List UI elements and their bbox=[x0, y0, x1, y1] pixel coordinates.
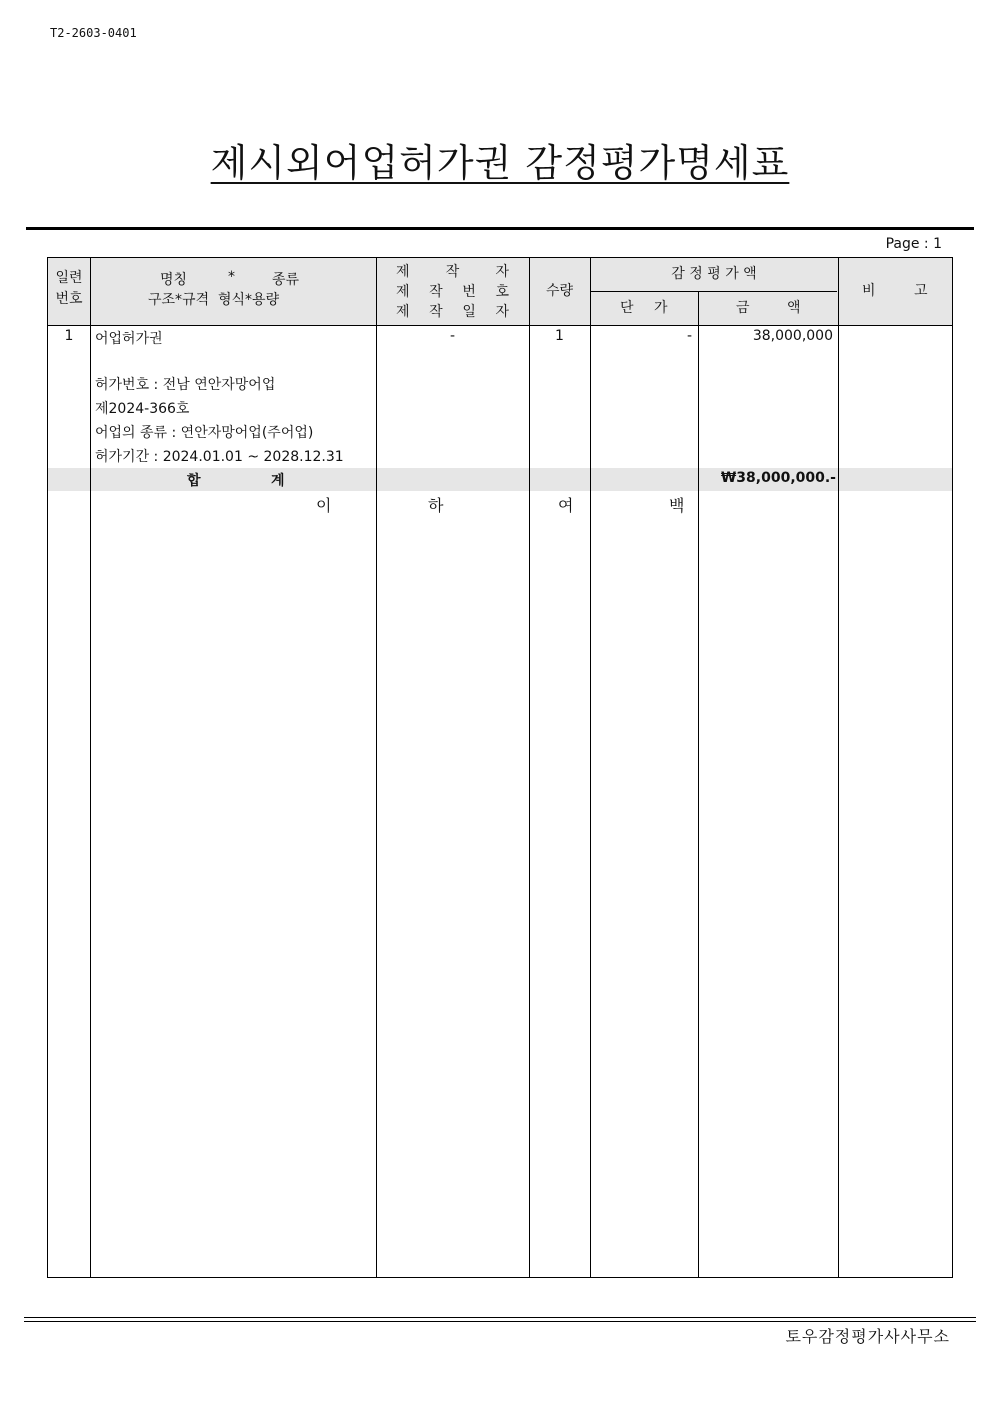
header-maker-date-char: 자 bbox=[495, 304, 509, 320]
header-remarks-1: 비 bbox=[862, 283, 876, 299]
total-label-2: 계 bbox=[271, 473, 285, 489]
row-maker: - bbox=[449, 328, 456, 344]
page-number: Page : 1 bbox=[885, 236, 942, 252]
appraisal-table bbox=[47, 257, 953, 1278]
header-star: * bbox=[228, 269, 235, 285]
col-divider bbox=[90, 258, 91, 1277]
document-code: T2-2603-0401 bbox=[50, 26, 137, 40]
blank-marker-3: 여 bbox=[558, 496, 574, 515]
title-rule bbox=[26, 227, 974, 230]
header-amount-2: 액 bbox=[787, 300, 801, 316]
row-detail: 허가번호 : 전남 연안자망어업 bbox=[95, 377, 276, 393]
header-maker-number-char: 호 bbox=[495, 284, 509, 300]
header-serial-line1: 일련 bbox=[55, 270, 83, 286]
header-maker-number bbox=[396, 281, 509, 301]
row-detail: 제2024-366호 bbox=[95, 401, 190, 417]
header-maker-date-char: 작 bbox=[429, 304, 443, 320]
header-unit-price-2: 가 bbox=[654, 300, 668, 316]
header-maker-char: 제 bbox=[396, 264, 410, 280]
header-amount-1: 금 bbox=[736, 300, 750, 316]
row-serial: 1 bbox=[64, 328, 74, 344]
header-remarks-2: 고 bbox=[914, 283, 928, 299]
col-divider bbox=[376, 258, 377, 1277]
header-quantity: 수량 bbox=[545, 283, 574, 299]
header-sub-divider bbox=[590, 291, 837, 292]
blank-marker-2: 하 bbox=[428, 496, 444, 515]
header-maker-number-char: 작 bbox=[429, 284, 443, 300]
row-unit-price: - bbox=[686, 328, 692, 344]
row-detail: 허가기간 : 2024.01.01 ~ 2028.12.31 bbox=[95, 449, 344, 465]
footer-rule bbox=[24, 1321, 976, 1322]
header-type-label: 종류 bbox=[272, 272, 300, 288]
header-maker-date bbox=[396, 301, 509, 321]
header-maker-number-char: 제 bbox=[396, 284, 410, 300]
row-quantity: 1 bbox=[555, 328, 564, 344]
footer-rule bbox=[24, 1317, 976, 1318]
header-maker-char: 작 bbox=[445, 264, 460, 280]
row-name: 어업허가권 bbox=[95, 331, 163, 347]
header-name-label: 명칭 bbox=[160, 272, 188, 288]
col-divider bbox=[698, 291, 699, 1277]
header-maker-date-char: 일 bbox=[462, 304, 476, 320]
col-divider bbox=[590, 258, 591, 1277]
row-detail: 어업의 종류 : 연안자망어업(주어업) bbox=[95, 425, 314, 441]
total-amount: ₩38,000,000.- bbox=[720, 470, 836, 486]
total-label-1: 합 bbox=[187, 473, 201, 489]
header-bottom-rule bbox=[48, 325, 952, 326]
row-amount: 38,000,000 bbox=[752, 328, 833, 344]
header-serial-line2: 번호 bbox=[55, 291, 83, 307]
office-name: 토우감정평가사사무소 bbox=[785, 1327, 950, 1346]
page-title bbox=[0, 132, 1000, 187]
header-spec-label: 구조*규격 형식*용량 bbox=[148, 292, 280, 308]
header-maker-date-char: 제 bbox=[396, 304, 410, 320]
col-divider bbox=[838, 258, 839, 1277]
header-serial bbox=[48, 268, 90, 310]
col-divider bbox=[529, 258, 530, 1277]
header-appraisal: 감 정 평 가 액 bbox=[671, 266, 757, 282]
blank-marker-1: 이 bbox=[316, 496, 332, 515]
header-unit-price-1: 단 bbox=[620, 300, 634, 316]
page-title-text: 제시외어업허가권 감정평가명세표 bbox=[210, 141, 790, 185]
header-maker bbox=[396, 261, 509, 281]
header-maker-number-char: 번 bbox=[462, 284, 476, 300]
blank-marker-4: 백 bbox=[669, 496, 685, 515]
header-maker-char: 자 bbox=[495, 264, 509, 280]
